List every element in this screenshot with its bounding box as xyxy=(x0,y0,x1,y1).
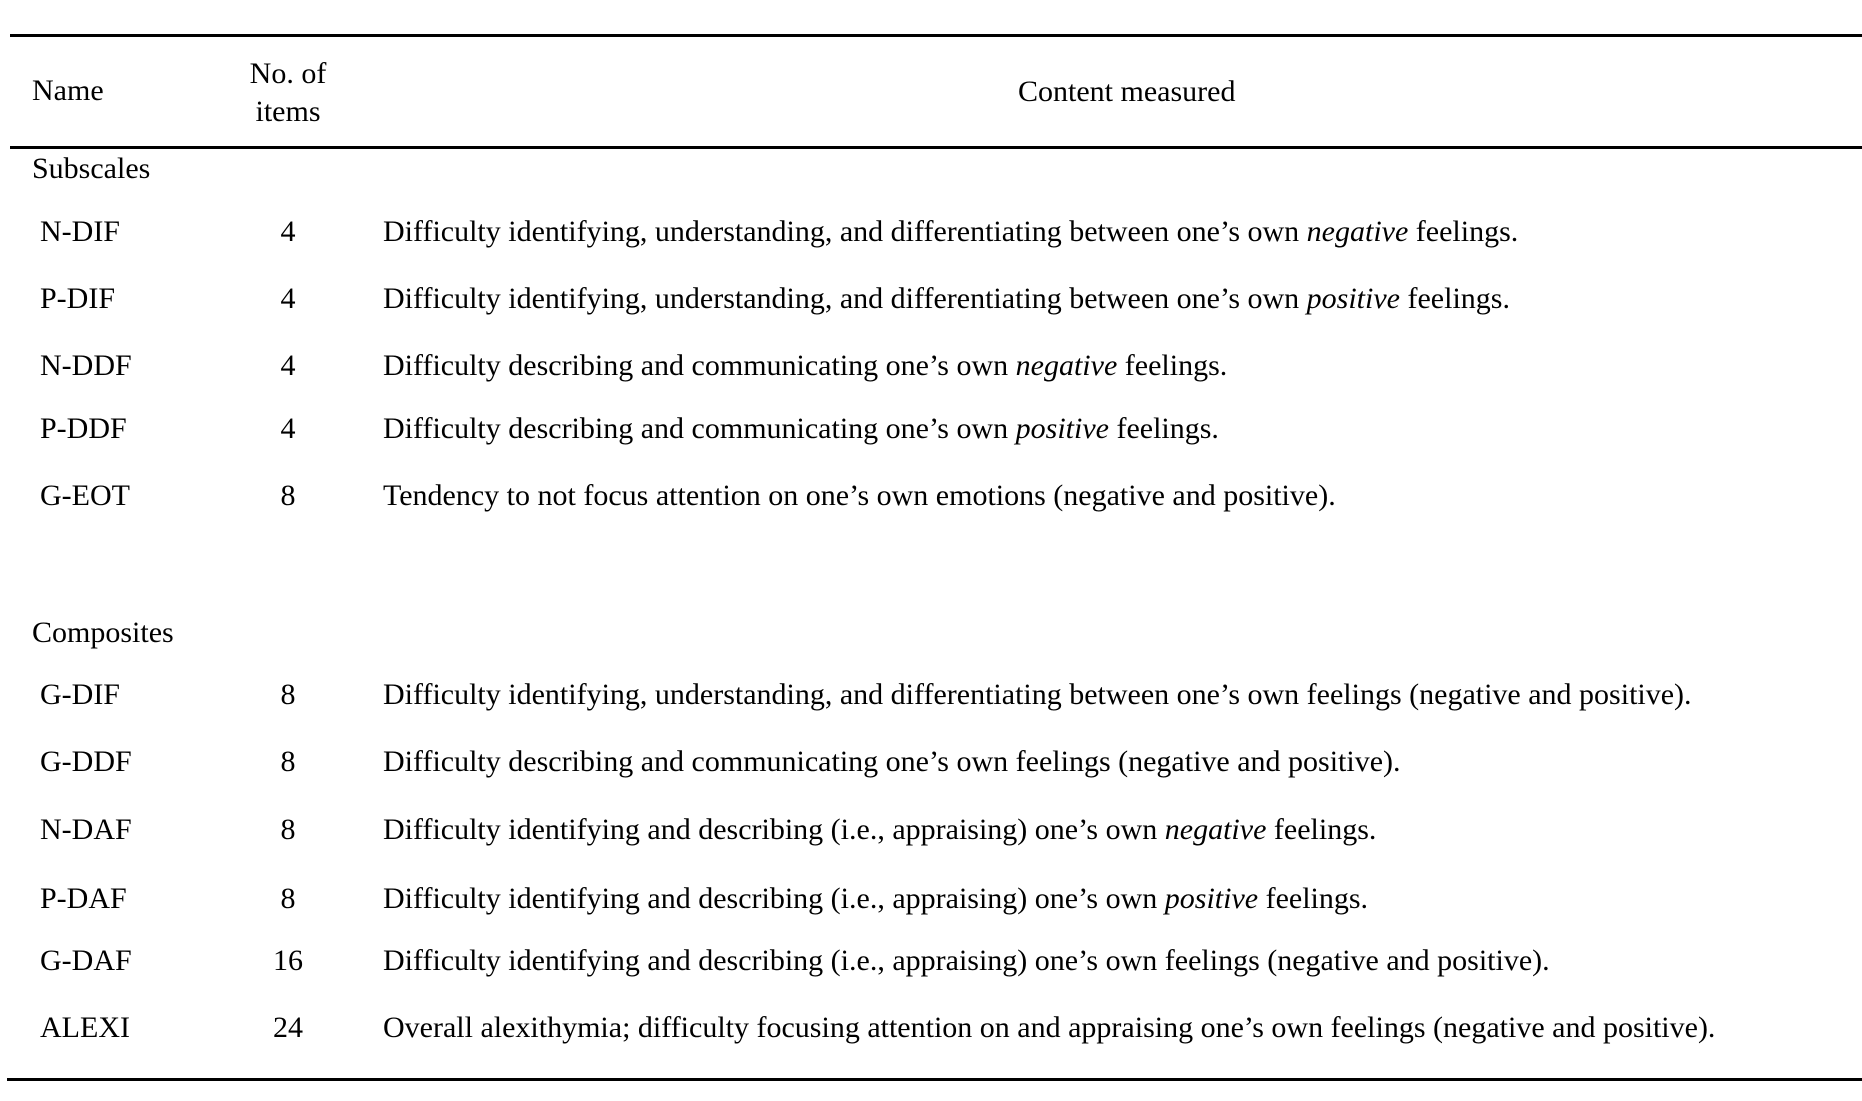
desc-text: Tendency to not focus attention on one’s own emotions (negative and positive). xyxy=(383,479,1336,512)
row-items: 4 xyxy=(280,412,296,445)
row-items: 4 xyxy=(280,215,296,248)
row-description xyxy=(383,882,1368,916)
bottom-rule xyxy=(7,1078,1862,1081)
desc-emphasis: positive xyxy=(1164,882,1259,915)
desc-emphasis: negative xyxy=(1164,813,1267,846)
header-items-line2: items xyxy=(255,95,321,128)
row-items: 8 xyxy=(280,813,296,846)
desc-text: feelings. xyxy=(1399,282,1510,315)
row-items: 8 xyxy=(280,479,296,512)
header-content: Content measured xyxy=(1018,75,1236,108)
row-description xyxy=(383,215,1518,249)
desc-text: Overall alexithymia; difficulty focusing attention on and appraising one’s own feelings (negative and positive). xyxy=(383,1011,1716,1044)
row-description xyxy=(383,412,1219,446)
row-items: 8 xyxy=(280,882,296,915)
row-name: N-DAF xyxy=(40,813,132,846)
desc-text: feelings. xyxy=(1408,215,1519,248)
desc-text: feelings. xyxy=(1108,412,1219,445)
desc-text: Difficulty identifying and describing (i.e., appraising) one’s own xyxy=(383,813,1165,846)
row-description xyxy=(383,678,1692,712)
row-items: 24 xyxy=(273,1011,303,1044)
desc-text: Difficulty identifying, understanding, and differentiating between one’s own xyxy=(383,282,1307,315)
row-description xyxy=(383,479,1336,513)
row-description xyxy=(383,349,1227,383)
row-name: P-DAF xyxy=(40,882,127,915)
row-description xyxy=(383,944,1550,978)
row-description xyxy=(383,1011,1715,1045)
row-description xyxy=(383,745,1401,779)
row-name: P-DDF xyxy=(40,412,127,445)
desc-text: feelings. xyxy=(1117,349,1228,382)
row-items: 8 xyxy=(280,745,296,778)
row-items: 4 xyxy=(280,349,296,382)
top-rule xyxy=(10,34,1862,37)
desc-emphasis: negative xyxy=(1306,215,1409,248)
row-items: 16 xyxy=(273,944,303,977)
header-rule xyxy=(10,146,1862,149)
section-label-subscales: Subscales xyxy=(32,152,151,185)
row-name: ALEXI xyxy=(40,1011,130,1044)
header-items xyxy=(238,55,338,131)
desc-text: Difficulty describing and communicating one’s own xyxy=(383,412,1016,445)
row-name: N-DIF xyxy=(40,215,120,248)
desc-text: Difficulty describing and communicating one’s own feelings (negative and positive). xyxy=(383,745,1401,778)
row-name: N-DDF xyxy=(40,349,132,382)
desc-text: Difficulty describing and communicating one’s own xyxy=(383,349,1016,382)
desc-text: Difficulty identifying, understanding, and differentiating between one’s own xyxy=(383,215,1307,248)
row-items: 8 xyxy=(280,678,296,711)
row-items: 4 xyxy=(280,282,296,315)
desc-emphasis: negative xyxy=(1015,349,1118,382)
header-items-line1: No. of xyxy=(249,57,327,90)
desc-text: Difficulty identifying and describing (i.e., appraising) one’s own xyxy=(383,882,1165,915)
desc-text: feelings. xyxy=(1258,882,1369,915)
desc-text: Difficulty identifying and describing (i.e., appraising) one’s own feelings (negative and positive). xyxy=(383,944,1550,977)
header-name: Name xyxy=(32,74,104,107)
row-name: G-DAF xyxy=(40,944,132,977)
section-label-composites: Composites xyxy=(32,616,174,649)
row-name: G-DDF xyxy=(40,745,132,778)
desc-text: Difficulty identifying, understanding, and differentiating between one’s own feelings (negative and positive). xyxy=(383,678,1692,711)
row-name: G-EOT xyxy=(40,479,130,512)
row-name: G-DIF xyxy=(40,678,120,711)
desc-emphasis: positive xyxy=(1306,282,1400,315)
desc-emphasis: positive xyxy=(1015,412,1109,445)
row-description xyxy=(383,282,1510,316)
desc-text: feelings. xyxy=(1266,813,1377,846)
row-description xyxy=(383,813,1376,847)
row-name: P-DIF xyxy=(40,282,116,315)
